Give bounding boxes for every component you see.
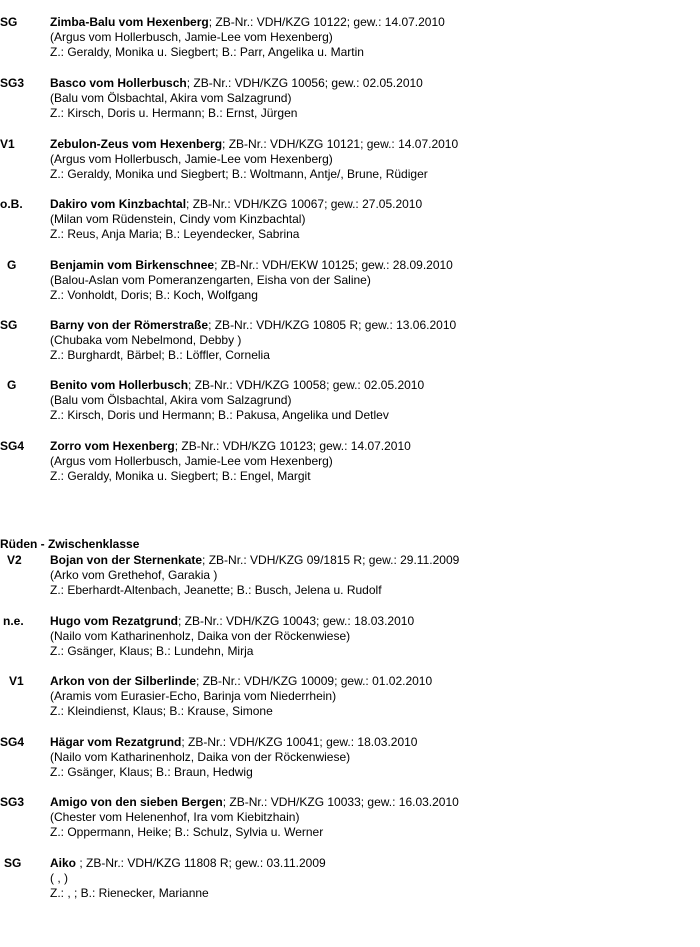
breeder-owner: Z.: Reus, Anja Maria; B.: Leyendecker, Sabrina bbox=[50, 227, 300, 241]
dog-name: Dakiro vom Kinzbachtal bbox=[50, 197, 187, 211]
parents: (Balu vom Ölsbachtal, Akira vom Salzagrund) bbox=[50, 393, 292, 407]
dog-name: Zimba-Balu vom Hexenberg bbox=[50, 15, 209, 29]
section-title: Rüden - Zwischenklasse bbox=[0, 537, 140, 551]
parents: (Chester vom Helenenhof, Ira vom Kiebitzhain) bbox=[50, 810, 300, 824]
breeder-owner: Z.: , ; B.: Rienecker, Marianne bbox=[50, 886, 209, 900]
breeder-owner: Z.: Oppermann, Heike; B.: Schulz, Sylvia u. Werner bbox=[50, 825, 324, 839]
breeder-owner: Z.: Kirsch, Doris und Hermann; B.: Pakusa, Angelika und Detlev bbox=[50, 408, 389, 422]
registration-info: ; ZB-Nr.: VDH/EKW 10125; gew.: 28.09.2010 bbox=[214, 258, 453, 272]
dog-name: Benito vom Hollerbusch bbox=[50, 378, 189, 392]
dog-name: Bojan von der Sternenkate bbox=[50, 553, 203, 567]
entry-zimba-balu bbox=[0, 15, 700, 61]
grade: V1 bbox=[9, 674, 24, 688]
grade: G bbox=[7, 258, 17, 272]
registration-info: ; ZB-Nr.: VDH/KZG 09/1815 R; gew.: 29.11.2009 bbox=[202, 553, 460, 567]
breeder-owner: Z.: Vonholdt, Doris; B.: Koch, Wolfgang bbox=[50, 288, 258, 302]
parents: (Nailo vom Katharinenholz, Daika von der Röckenwiese) bbox=[50, 629, 351, 643]
parents: (Balu vom Ölsbachtal, Akira vom Salzagrund) bbox=[50, 91, 292, 105]
breeder-owner: Z.: Geraldy, Monika u. Siegbert; B.: Engel, Margit bbox=[50, 469, 311, 483]
dog-name: Arkon von der Silberlinde bbox=[50, 674, 197, 688]
dog-name: Zorro vom Hexenberg bbox=[50, 439, 175, 453]
grade: SG bbox=[4, 856, 22, 870]
registration-info: ; ZB-Nr.: VDH/KZG 10056; gew.: 02.05.2010 bbox=[186, 76, 423, 90]
breeder-owner: Z.: Kirsch, Doris u. Hermann; B.: Ernst, Jürgen bbox=[50, 106, 298, 120]
dog-name: Aiko bbox=[50, 856, 80, 870]
dog-name: Zebulon-Zeus vom Hexenberg bbox=[50, 137, 223, 151]
entry-bojan bbox=[0, 553, 700, 599]
parents: ( , ) bbox=[50, 871, 68, 885]
dog-name: Amigo von den sieben Bergen bbox=[50, 795, 223, 809]
entry-aiko bbox=[0, 856, 700, 902]
parents: (Arko vom Grethehof, Garakia ) bbox=[50, 568, 218, 582]
grade: SG bbox=[0, 318, 18, 332]
entry-benito bbox=[0, 378, 700, 424]
registration-info: ; ZB-Nr.: VDH/KZG 10067; gew.: 27.05.2010 bbox=[186, 197, 423, 211]
parents: (Aramis vom Eurasier-Echo, Barinja vom Niederrhein) bbox=[50, 689, 337, 703]
parents: (Argus vom Hollerbusch, Jamie-Lee vom Hexenberg) bbox=[50, 152, 333, 166]
registration-info: ; ZB-Nr.: VDH/KZG 10805 R; gew.: 13.06.2010 bbox=[208, 318, 457, 332]
breeder-owner: Z.: Gsänger, Klaus; B.: Braun, Hedwig bbox=[50, 765, 253, 779]
parents: (Balou-Aslan vom Pomeranzengarten, Eisha von der Saline) bbox=[50, 273, 371, 287]
parents: (Chubaka vom Nebelmond, Debby ) bbox=[50, 333, 242, 347]
entry-benjamin bbox=[0, 258, 700, 304]
parents: (Argus vom Hollerbusch, Jamie-Lee vom Hexenberg) bbox=[50, 30, 333, 44]
grade: SG4 bbox=[0, 735, 25, 749]
grade: SG3 bbox=[0, 795, 25, 809]
grade: SG4 bbox=[0, 439, 25, 453]
registration-info: ; ZB-Nr.: VDH/KZG 11808 R; gew.: 03.11.2009 bbox=[79, 856, 326, 870]
entry-amigo bbox=[0, 795, 700, 841]
registration-info: ; ZB-Nr.: VDH/KZG 10122; gew.: 14.07.2010 bbox=[208, 15, 445, 29]
entry-arkon bbox=[0, 674, 700, 720]
entry-barny bbox=[0, 318, 700, 364]
registration-info: ; ZB-Nr.: VDH/KZG 10121; gew.: 14.07.2010 bbox=[222, 137, 459, 151]
registration-info: ; ZB-Nr.: VDH/KZG 10041; gew.: 18.03.2010 bbox=[181, 735, 418, 749]
parents: (Milan vom Rüdenstein, Cindy vom Kinzbachtal) bbox=[50, 212, 306, 226]
entry-dakiro bbox=[0, 197, 700, 243]
grade: n.e. bbox=[3, 614, 24, 628]
grade: o.B. bbox=[0, 197, 23, 211]
entry-hugo bbox=[0, 614, 700, 660]
dog-name: Basco vom Hollerbusch bbox=[50, 76, 187, 90]
grade: G bbox=[7, 378, 17, 392]
dog-name: Hägar vom Rezatgrund bbox=[50, 735, 182, 749]
breeder-owner: Z.: Geraldy, Monika und Siegbert; B.: Woltmann, Antje/, Brune, Rüdiger bbox=[50, 167, 428, 181]
dog-name: Barny von der Römerstraße bbox=[50, 318, 209, 332]
registration-info: ; ZB-Nr.: VDH/KZG 10009; gew.: 01.02.2010 bbox=[196, 674, 433, 688]
breeder-owner: Z.: Kleindienst, Klaus; B.: Krause, Simone bbox=[50, 704, 273, 718]
registration-info: ; ZB-Nr.: VDH/KZG 10043; gew.: 18.03.2010 bbox=[178, 614, 415, 628]
dog-name: Hugo vom Rezatgrund bbox=[50, 614, 178, 628]
parents: (Argus vom Hollerbusch, Jamie-Lee vom Hexenberg) bbox=[50, 454, 333, 468]
breeder-owner: Z.: Gsänger, Klaus; B.: Lundehn, Mirja bbox=[50, 644, 254, 658]
entry-zorro bbox=[0, 439, 700, 485]
parents: (Nailo vom Katharinenholz, Daika von der Röckenwiese) bbox=[50, 750, 351, 764]
entry-basco bbox=[0, 76, 700, 122]
registration-info: ; ZB-Nr.: VDH/KZG 10058; gew.: 02.05.2010 bbox=[188, 378, 425, 392]
entry-haegar bbox=[0, 735, 700, 781]
dog-name: Benjamin vom Birkenschnee bbox=[50, 258, 215, 272]
grade: SG3 bbox=[0, 76, 25, 90]
breeder-owner: Z.: Burghardt, Bärbel; B.: Löffler, Cornelia bbox=[50, 348, 270, 362]
breeder-owner: Z.: Geraldy, Monika u. Siegbert; B.: Parr, Angelika u. Martin bbox=[50, 45, 364, 59]
entry-zebulon-zeus bbox=[0, 137, 700, 183]
grade: V1 bbox=[0, 137, 15, 151]
registration-info: ; ZB-Nr.: VDH/KZG 10123; gew.: 14.07.2010 bbox=[174, 439, 411, 453]
grade: SG bbox=[0, 15, 18, 29]
grade: V2 bbox=[7, 553, 22, 567]
registration-info: ; ZB-Nr.: VDH/KZG 10033; gew.: 16.03.2010 bbox=[222, 795, 459, 809]
breeder-owner: Z.: Eberhardt-Altenbach, Jeanette; B.: Busch, Jelena u. Rudolf bbox=[50, 583, 382, 597]
